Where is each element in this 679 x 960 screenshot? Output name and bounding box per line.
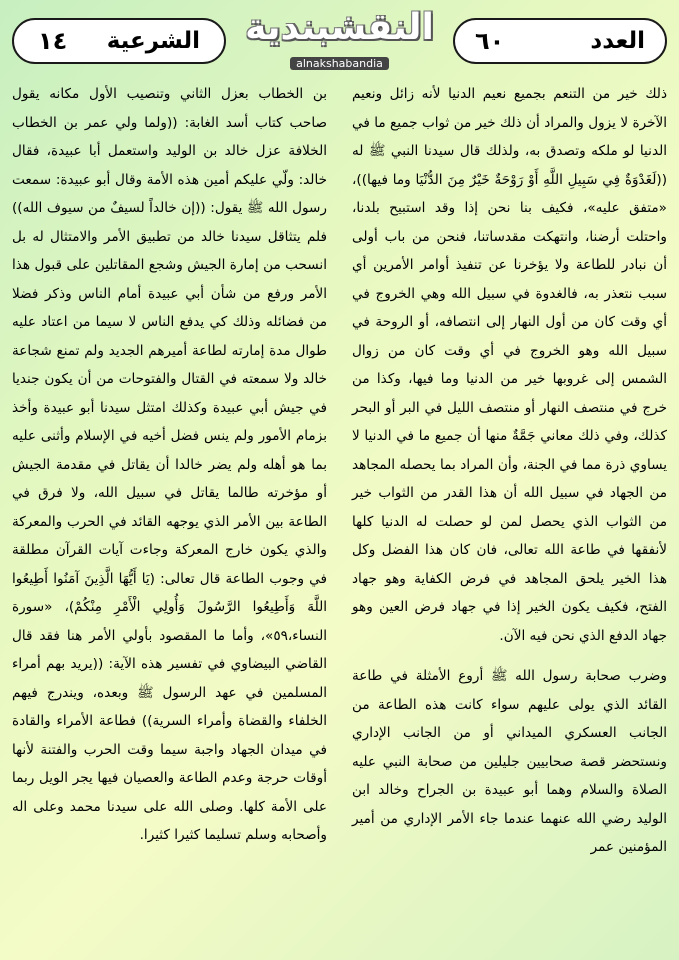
column-divider [340,82,341,942]
issue-label: العدد [590,28,645,54]
logo-text: النقشبندية [245,7,434,48]
section-label: الشرعية [106,28,200,54]
logo-url: alnakshabandia [290,57,389,70]
right-paragraph-2: وضرب صحابة رسول الله ﷺ أروع الأمثلة في طاعة القائد الذي يولى عليهم سواء كانت هذه الطاعة من الجانب العسكري الميداني أو من الجانب الإداري ونستحضر قصة صحابيين جليلين من صحابة النبي عليه الصلاة والسلام وهما أبو عبيدة بن الجراح وخالد ابن الوليد رضي الله عنهما عندما جاء الأمر الإداري من أمير المؤمنين عمر [352,668,667,855]
left-text-column [12,80,327,850]
issue-number: ٦٠ [475,27,505,55]
page-number: ١٤ [38,27,68,55]
issue-tag [453,18,667,64]
page-header [0,0,679,80]
right-text-column [352,80,667,862]
left-paragraph-1: بن الخطاب بعزل الثاني وتنصيب الأول مكانه يقول صاحب كتاب أسد الغابة: ((ولما ولي عمر بن الخطاب الخلافة عزل خالد بن الوليد واستعمل أبا عبيدة، فقال خالد: ولّي عليكم أمين هذه الأمة وقال أبو عبيدة: سمعت رسول الله ﷺ يقول: ((إن خالداً لسيفٌ من سيوف الله)) فلم يتثاقل سيدنا خالد من تطبيق الأمر والامتثال له بل انسحب من إمارة الجيش وشجع المقاتلين على قبول هذا الأمر ورفع من شأن أبي عبيدة أمام الناس وذكر فضلا من فضائله وذلك كي يدفع الناس لا سيما من اعتاد عليه طوال مدة إمارته لطاعة أميرهم الجديد ولم تمنع شجاعة خالد ولا سمعته في القتال والفتوحات من أن يكون جنديا في جيش أبي عبيدة وكذلك امتثل سيدنا أبو عبيدة وأخذ بزمام الأمور ولم ينس فضل أخيه في الإسلام وأثنى عليه بما هو أهله ولم يضر خالدا أن يقاتل في مقدمة الجيش أو مؤخرته طالما يقاتل في سبيل الله، ولا فرق في الطاعة بين الأمر الذي يوجهه القائد في الحرب والمعركة والذي يكون خارج المعركة وجاءت آيات القرآن مطلقة في وجوب الطاعة قال تعالى: (يَا أَيُّهَا الَّذِينَ آمَنُوا أَطِيعُوا اللَّهَ وَأَطِيعُوا الرَّسُولَ وَأُولِي الْأَمْرِ مِنْكُمْ)، «سورة النساء،٥٩»، وأما ما المقصود بأولي الأمر هنا فقد قال القاضي البيضاوي في تفسير هذه الآية: ((يريد بهم أمراء المسلمين في عهد الرسول ﷺ وبعده، ويندرج فيهم الخلفاء والقضاة وأمراء السرية)) فطاعة الأمراء والقادة في ميدان الجهاد واجبة سيما وقت الحرب والفتنة لأنها أوقات حرجة وعدم الطاعة والعصيان فيها يجر الويل ربما على الأمة كلها. وصلى الله على سيدنا محمد وعلى اله وأصحابه وسلم تسليما كثيرا كثيرا. [12,86,327,843]
magazine-logo [236,4,443,78]
right-paragraph-1: ذلك خير من التنعم بجميع نعيم الدنيا لأنه زائل ونعيم الآخرة لا يزول والمراد أن ذلك خير من ثواب جميع ما في الدنيا لو ملكه وتصدق به، ولذلك قال سيدنا النبي ﷺ له ((لَغَدْوَةٌ فِي سَبِيلِ اللَّهِ أَوْ رَوْحَةٌ خَيْرٌ مِنَ الدُّنْيَا وما فيها))، «متفق عليه»، فكيف بنا نحن إذا وقد استبيح بلدنا، واحتلت أرضنا، وانتهكت مقدساتنا، فنحن من باب أولى أن نبادر للطاعة ولا يؤخرنا عن تنفيذ أوامر الأمرين أي سبب نتعذر به، فالغدوة في سبيل الله وهي الخروج في أي وقت كان من أول النهار إلى انتصافه، أو الروحة في سبيل الله وهو الخروج في أي وقت كان من زوال الشمس إلى غروبها خير من الدنيا وما فيها، وكذا من خرج في منتصف النهار أو منتصف الليل في البر أو البحر كذلك، وفي ذلك معاني جَمَّةٌ منها أن جميع ما في الدنيا لا يساوي ذرة مما في الجنة، وأن المراد بما يحصله المجاهد من الجهاد في سبيل الله أن هذا القدر من الثواب خير من الثواب الذي يحصل لمن لو حصلت له الدنيا كلها لأنفقها في طاعة الله تعالى، فان كان هذا الفضل وكل هذا الخير يلحق المجاهد في فرض الكفاية وهو جهاد الفتح، فكيف يكون الخير إذا في جهاد فرض العين وهو جهاد الدفع الذي نحن فيه الآن. [352,86,667,644]
section-tag [12,18,226,64]
